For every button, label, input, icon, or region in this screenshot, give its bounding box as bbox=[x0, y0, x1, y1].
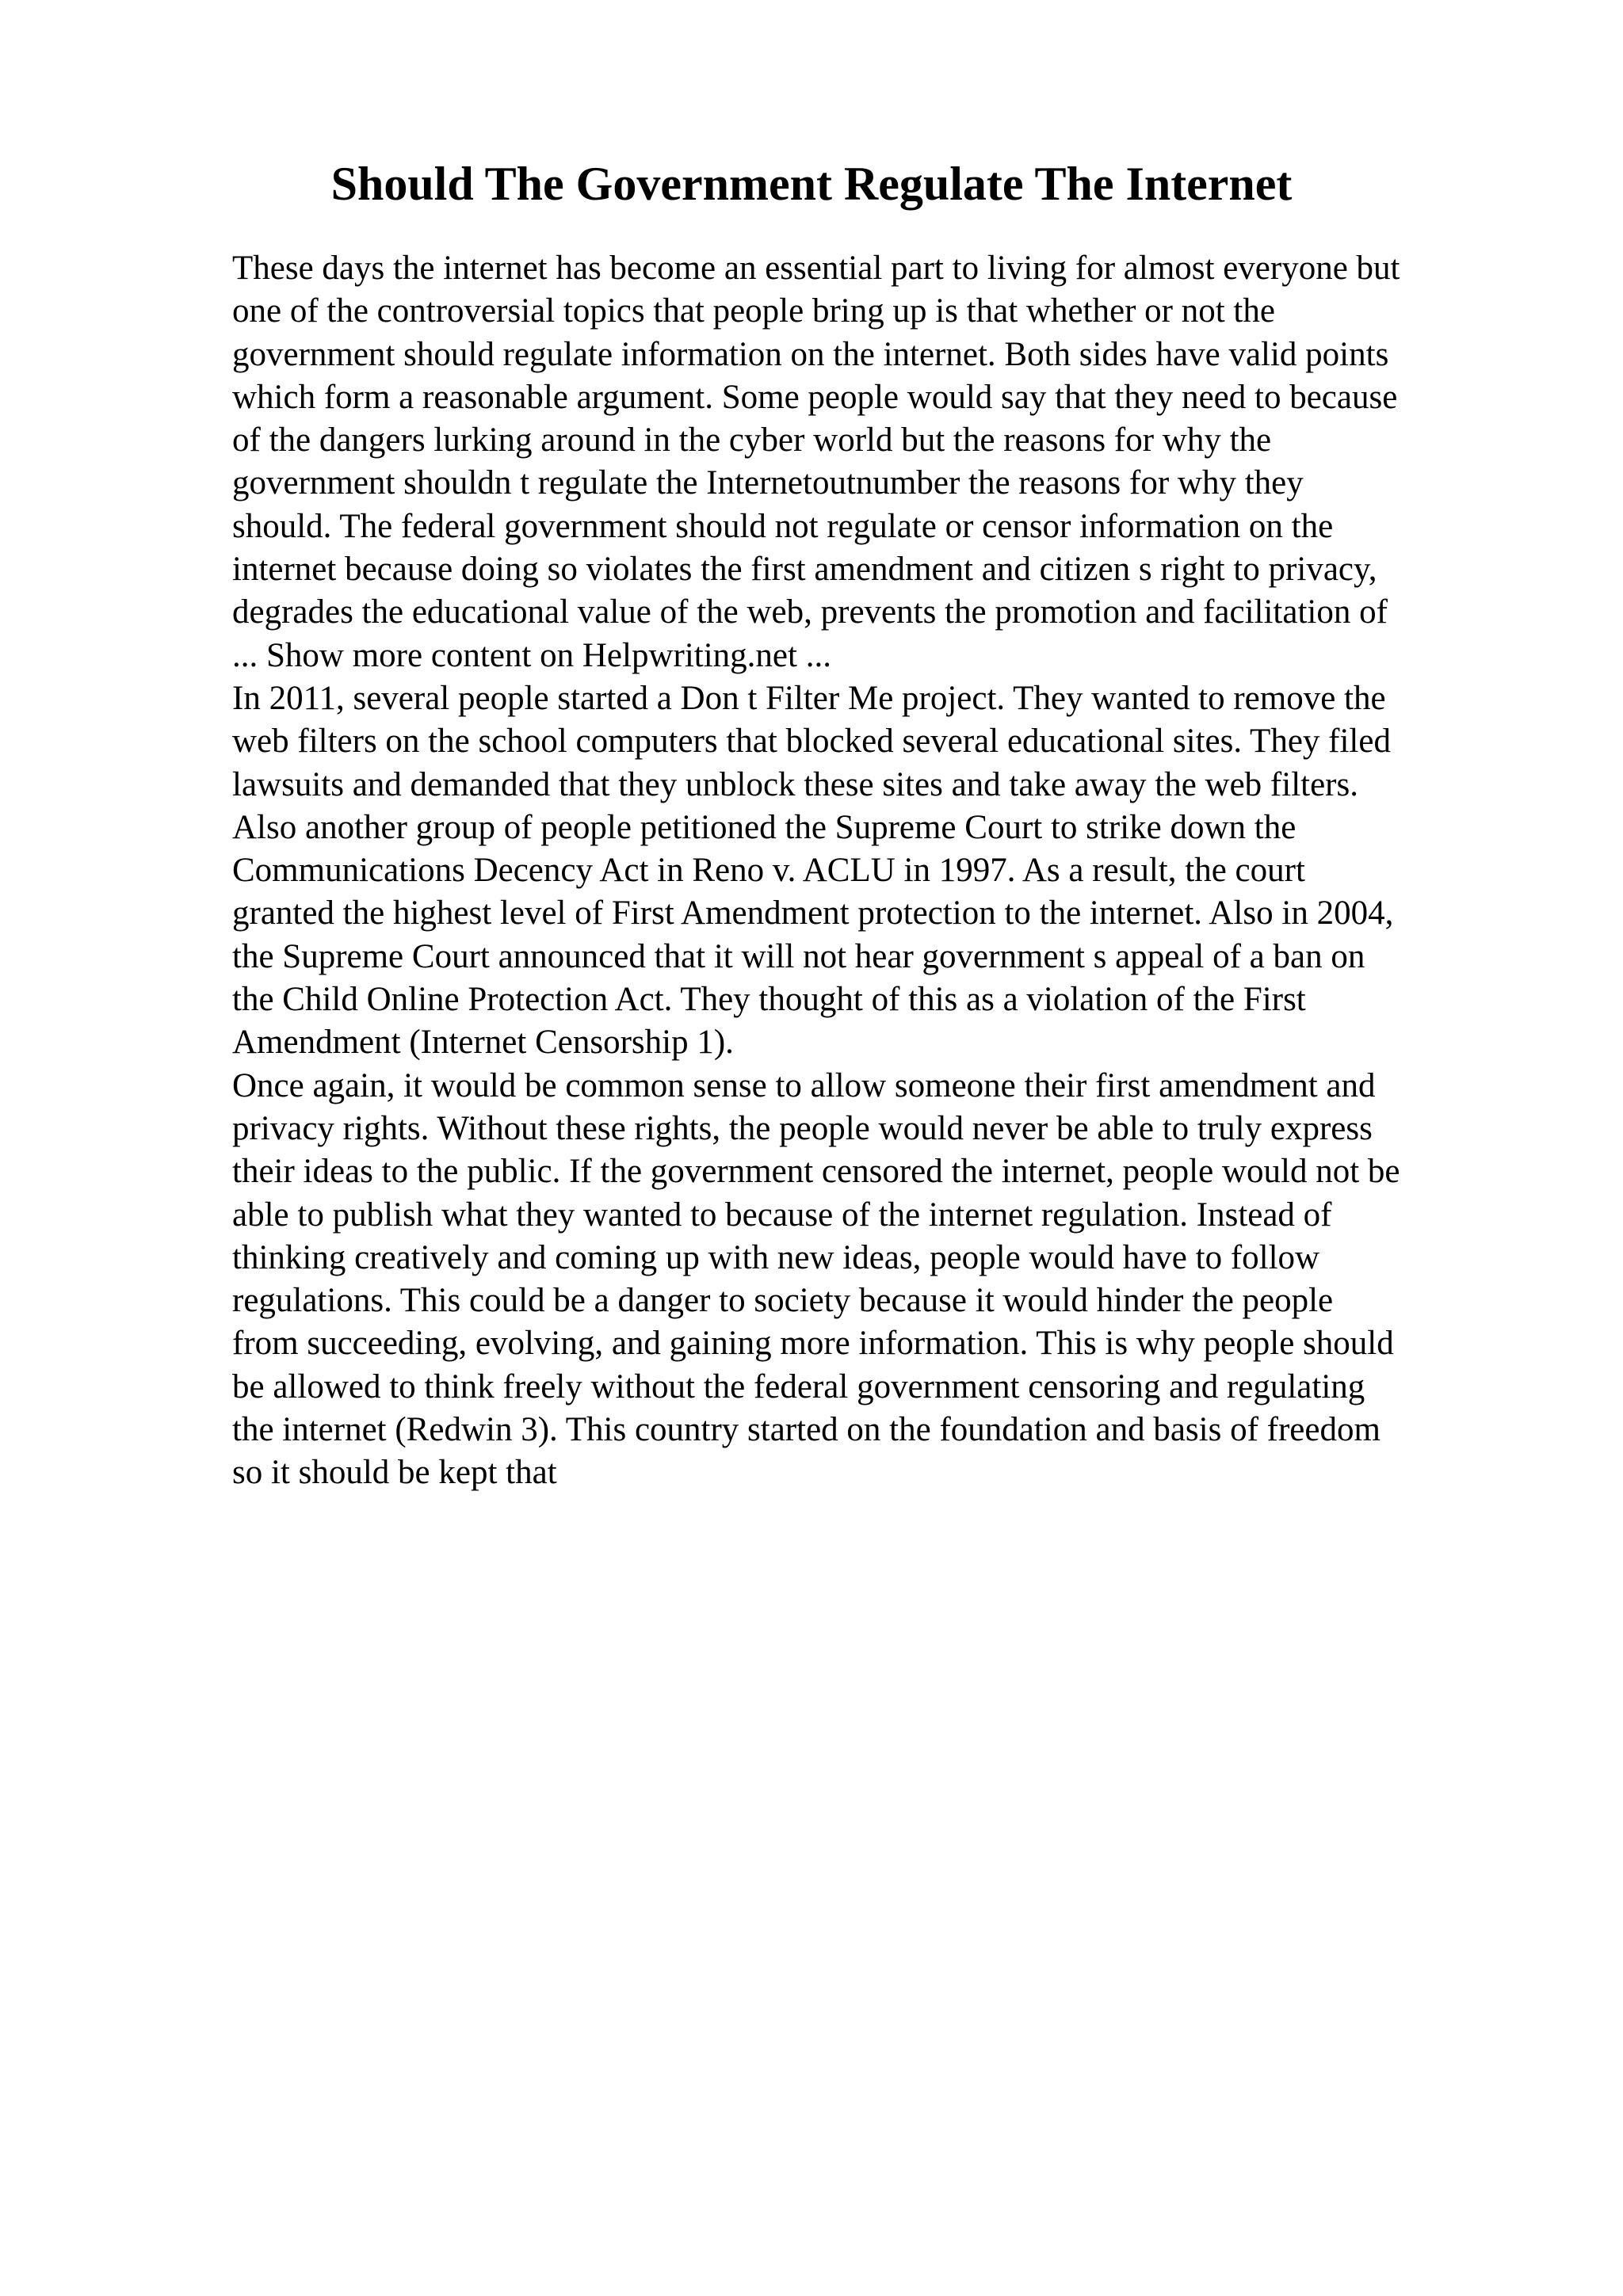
text-line: should. The federal government should not regulate or censor information on the bbox=[232, 507, 1334, 545]
text-line: In 2011, several people started a Don t Filter Me project. They wanted to remove the bbox=[232, 679, 1386, 717]
text-line: of the dangers lurking around in the cyber world but the reasons for why the bbox=[232, 421, 1272, 460]
text-line: which form a reasonable argument. Some people would say that they need to because bbox=[232, 378, 1398, 416]
paragraph-rights bbox=[232, 1065, 1516, 1495]
text-line: degrades the educational value of the web, prevents the promotion and facilitation of bbox=[232, 593, 1388, 631]
paragraph-intro bbox=[232, 247, 1516, 677]
text-line: their ideas to the public. If the government censored the internet, people would not be bbox=[232, 1153, 1400, 1191]
text-line: so it should be kept that bbox=[232, 1454, 557, 1492]
show-more-line: ... Show more content on Helpwriting.net ... bbox=[232, 636, 831, 674]
text-line: Amendment (Internet Censorship 1). bbox=[232, 1024, 734, 1062]
text-line: lawsuits and demanded that they unblock these sites and take away the web filters. bbox=[232, 765, 1358, 803]
text-line: Also another group of people petitioned the Supreme Court to strike down the bbox=[232, 808, 1296, 846]
document-title: Should The Government Regulate The Internet bbox=[330, 158, 1293, 210]
text-line: the Supreme Court announced that it will not hear government s appeal of a ban on bbox=[232, 937, 1365, 975]
text-line: internet because doing so violates the first amendment and citizen s right to privacy, bbox=[232, 551, 1377, 589]
text-line: the internet (Redwin 3). This country started on the foundation and basis of freedom bbox=[232, 1411, 1381, 1449]
text-line: from succeeding, evolving, and gaining more information. This is why people should bbox=[232, 1325, 1394, 1363]
text-line: government should regulate information on the internet. Both sides have valid points bbox=[232, 335, 1389, 373]
text-line: be allowed to think freely without the federal government censoring and regulating bbox=[232, 1367, 1365, 1405]
text-line: These days the internet has become an essential part to living for almost everyone but bbox=[232, 250, 1400, 287]
text-line: thinking creatively and coming up with new ideas, people would have to follow bbox=[232, 1238, 1320, 1276]
text-line: granted the highest level of First Amendment protection to the internet. Also in 2004, bbox=[232, 894, 1394, 933]
text-line: government shouldn t regulate the Internetoutnumber the reasons for why they bbox=[232, 464, 1304, 502]
text-line: Communications Decency Act in Reno v. ACLU in 1997. As a result, the court bbox=[232, 852, 1305, 890]
paragraph-history bbox=[232, 677, 1516, 1065]
text-line: able to publish what they wanted to because of the internet regulation. Instead of bbox=[232, 1196, 1332, 1234]
text-line: privacy rights. Without these rights, the people would never be able to truly express bbox=[232, 1109, 1373, 1147]
text-line: one of the controversial topics that people bring up is that whether or not the bbox=[232, 292, 1275, 330]
text-line: regulations. This could be a danger to society because it would hinder the people bbox=[232, 1282, 1334, 1320]
text-line: Once again, it would be common sense to allow someone their first amendment and bbox=[232, 1066, 1376, 1104]
text-line: web filters on the school computers that blocked several educational sites. They filed bbox=[232, 723, 1391, 761]
text-line: the Child Online Protection Act. They thought of this as a violation of the First bbox=[232, 981, 1306, 1019]
document-body bbox=[232, 247, 1516, 1495]
